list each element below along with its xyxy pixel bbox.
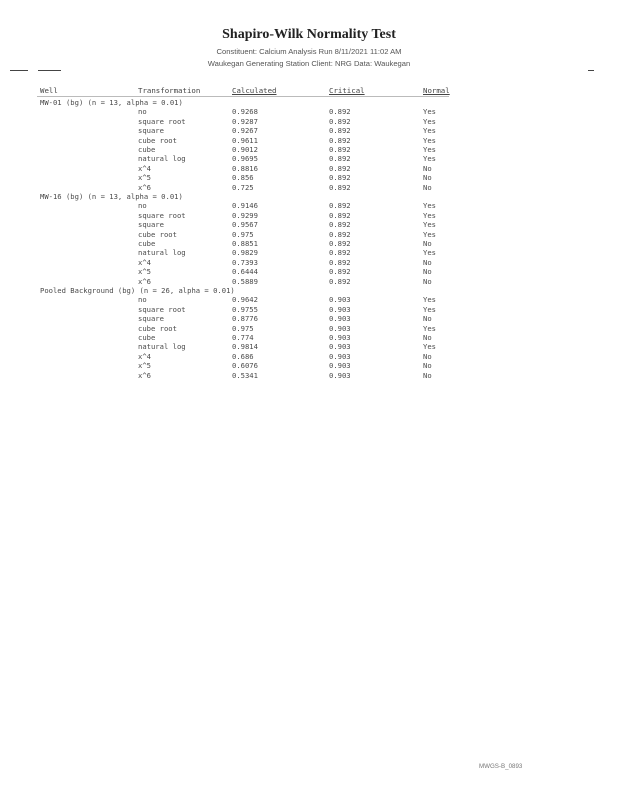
report-subtitle-site: Waukegan Generating Station Client: NRG Data: Waukegan [207,59,411,68]
normal-cell: Yes [423,220,436,230]
normal-cell: Yes [423,342,436,352]
calculated-cell: 0.686 [232,351,254,361]
table-row [0,211,618,220]
transformation-cell: x^5 [138,173,151,183]
normal-cell: No [423,333,432,342]
normal-cell: No [423,314,432,324]
calculated-cell: 0.9287 [232,116,258,126]
table-row [0,371,618,380]
table-row [0,201,618,210]
normal-cell: No [423,361,432,371]
critical-cell: 0.903 [329,342,351,352]
transformation-cell: square [138,220,164,230]
critical-cell: 0.903 [329,351,351,361]
table-row [0,183,618,192]
transformation-cell: cube [138,239,156,248]
critical-cell: 0.903 [329,295,351,305]
calculated-cell: 0.9146 [232,201,258,211]
critical-cell: 0.892 [329,173,351,183]
calculated-cell: 0.9814 [232,342,258,352]
critical-cell: 0.892 [329,248,351,258]
critical-cell: 0.892 [329,154,351,164]
transformation-cell: square root [138,304,186,314]
calculated-cell: 0.6076 [232,361,258,371]
calculated-cell: 0.9611 [232,135,258,145]
critical-cell: 0.892 [329,220,351,230]
critical-cell: 0.892 [329,126,351,136]
transformation-cell: x^5 [138,267,151,277]
transformation-cell: natural log [138,248,186,258]
transformation-cell: x^4 [138,257,151,267]
normal-cell: Yes [423,323,436,333]
transformation-cell: x^6 [138,182,151,192]
normal-cell: Yes [423,154,436,164]
normal-cell: Yes [423,201,436,211]
transformation-cell: x^6 [138,370,151,380]
critical-cell: 0.892 [329,276,351,286]
calculated-cell: 0.725 [232,182,254,192]
table-row [0,324,618,333]
column-header-critical: Critical [329,86,365,95]
calculated-cell: 0.5341 [232,370,258,380]
critical-cell: 0.892 [329,107,351,117]
calculated-cell: 0.9268 [232,107,258,117]
critical-cell: 0.903 [329,314,351,324]
critical-cell: 0.903 [329,361,351,371]
critical-cell: 0.892 [329,163,351,173]
table-row [0,239,618,248]
table-row [0,164,618,173]
table-row [0,248,618,257]
group-header-row [0,98,618,107]
calculated-cell: 0.8851 [232,239,258,248]
normal-cell: No [423,173,432,183]
normal-cell: No [423,257,432,267]
transformation-cell: no [138,201,147,211]
normal-cell: Yes [423,248,436,258]
calculated-cell: 0.9755 [232,304,258,314]
normal-cell: Yes [423,126,436,136]
critical-cell: 0.892 [329,229,351,239]
report-title: Shapiro-Wilk Normality Test [222,27,396,42]
report-subtitle-analysis: Constituent: Calcium Analysis Run 8/11/2021 11:02 AM [216,47,402,56]
critical-cell: 0.892 [329,201,351,211]
page-footer-id: MWGS-B_0893 [479,763,523,770]
critical-cell: 0.892 [329,239,351,248]
table-row [0,117,618,126]
transformation-cell: square root [138,116,186,126]
calculated-cell: 0.856 [232,173,254,183]
normal-cell: Yes [423,304,436,314]
calculated-cell: 0.8776 [232,314,258,324]
table-row [0,305,618,314]
table-row [0,342,618,351]
normal-cell: No [423,163,432,173]
transformation-cell: natural log [138,154,186,164]
critical-cell: 0.892 [329,182,351,192]
normal-cell: No [423,267,432,277]
normal-cell: Yes [423,295,436,305]
critical-cell: 0.892 [329,116,351,126]
transformation-cell: x^4 [138,163,151,173]
critical-cell: 0.903 [329,370,351,380]
transformation-cell: cube root [138,323,177,333]
calculated-cell: 0.975 [232,323,254,333]
calculated-cell: 0.9829 [232,248,258,258]
critical-cell: 0.892 [329,257,351,267]
left-rule-short [38,70,61,71]
transformation-cell: cube [138,333,156,342]
calculated-cell: 0.774 [232,333,254,342]
table-row [0,361,618,370]
normal-cell: Yes [423,107,436,117]
critical-cell: 0.892 [329,145,351,154]
critical-cell: 0.903 [329,323,351,333]
transformation-cell: natural log [138,342,186,352]
calculated-cell: 0.9267 [232,126,258,136]
group-label: Pooled Background (bg) (n = 26, alpha = 0.01) [40,286,235,295]
normal-cell: No [423,370,432,380]
normal-cell: Yes [423,116,436,126]
calculated-cell: 0.975 [232,229,254,239]
group-header-row [0,192,618,201]
normal-cell: No [423,276,432,286]
normal-cell: Yes [423,210,436,220]
table-row [0,136,618,145]
normal-cell: No [423,351,432,361]
calculated-cell: 0.7393 [232,257,258,267]
transformation-cell: square [138,314,164,324]
transformation-cell: x^4 [138,351,151,361]
transformation-cell: square [138,126,164,136]
calculated-cell: 0.9012 [232,145,258,154]
table-row [0,295,618,304]
table-row [0,258,618,267]
transformation-cell: no [138,295,147,305]
critical-cell: 0.892 [329,210,351,220]
table-row [0,230,618,239]
group-label: MW-16 (bg) (n = 13, alpha = 0.01) [40,192,183,201]
transformation-cell: cube [138,145,156,154]
transformation-cell: square root [138,210,186,220]
table-row [0,154,618,163]
normal-cell: No [423,182,432,192]
transformation-cell: cube root [138,229,177,239]
column-header-calculated: Calculated [232,86,277,95]
critical-cell: 0.903 [329,333,351,342]
table-row [0,173,618,182]
column-header-normal: Normal [423,86,450,95]
normal-cell: Yes [423,135,436,145]
normal-cell: No [423,239,432,248]
normal-cell: Yes [423,229,436,239]
table-row [0,314,618,323]
calculated-cell: 0.9567 [232,220,258,230]
critical-cell: 0.892 [329,267,351,277]
table-row [0,145,618,154]
table-row [0,333,618,342]
transformation-cell: x^5 [138,361,151,371]
calculated-cell: 0.5889 [232,276,258,286]
right-rule [588,70,594,71]
table-row [0,352,618,361]
calculated-cell: 0.6444 [232,267,258,277]
transformation-cell: no [138,107,147,117]
column-header-transformation: Transformation [138,86,201,95]
calculated-cell: 0.9299 [232,210,258,220]
table-row [0,107,618,116]
table-row [0,277,618,286]
critical-cell: 0.892 [329,135,351,145]
calculated-cell: 0.8816 [232,163,258,173]
transformation-cell: x^6 [138,276,151,286]
critical-cell: 0.903 [329,304,351,314]
table-row [0,220,618,229]
calculated-cell: 0.9695 [232,154,258,164]
calculated-cell: 0.9642 [232,295,258,305]
transformation-cell: cube root [138,135,177,145]
column-header-well: Well [40,86,58,95]
normal-cell: Yes [423,145,436,154]
group-label: MW-01 (bg) (n = 13, alpha = 0.01) [40,98,183,107]
left-rule [10,70,28,71]
table-row [0,126,618,135]
table-row [0,267,618,276]
header-divider [37,96,449,97]
group-header-row [0,286,618,295]
